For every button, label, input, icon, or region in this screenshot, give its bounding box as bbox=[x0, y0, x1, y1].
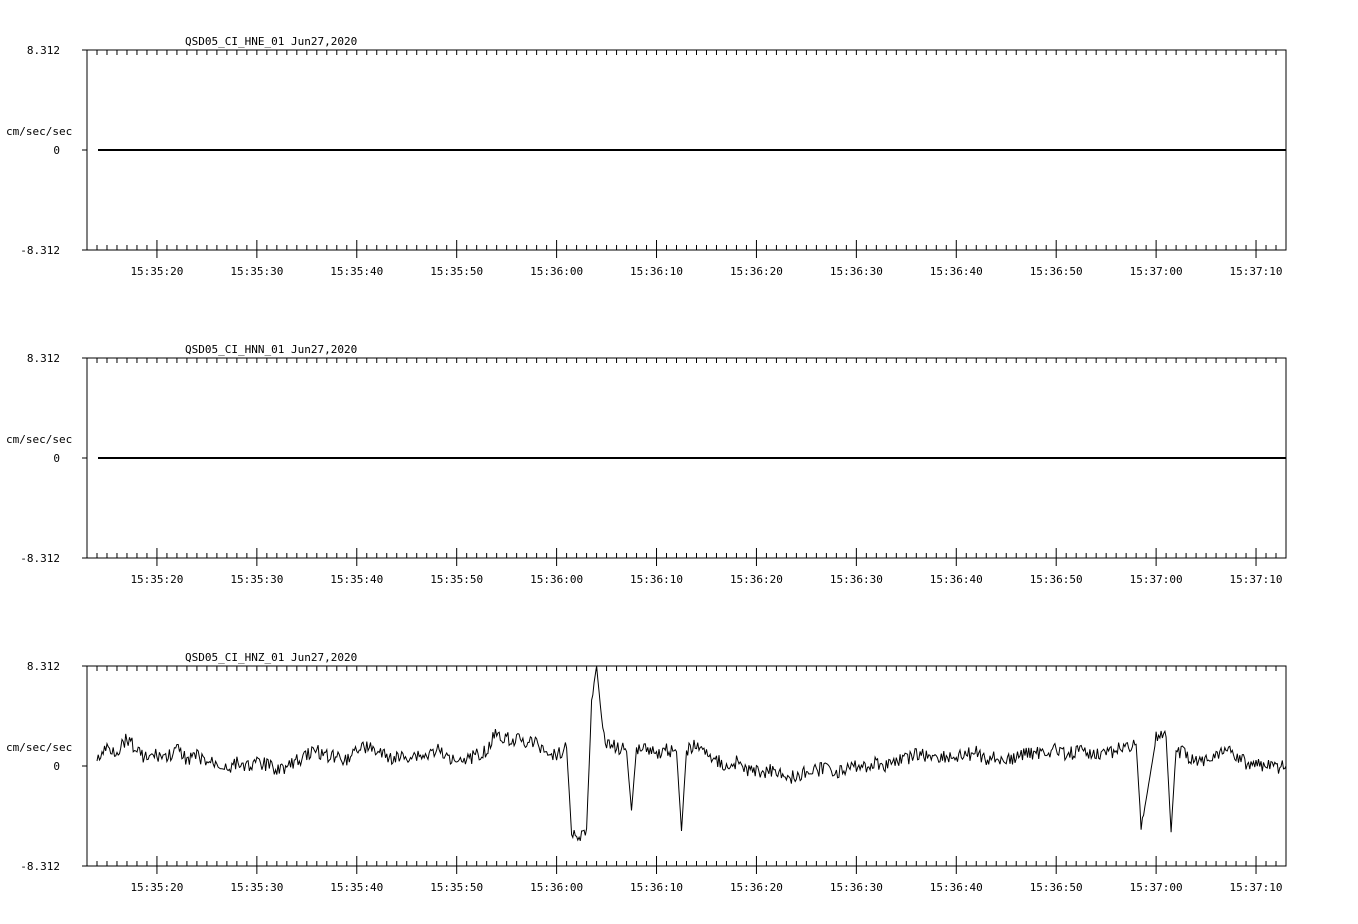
trace-panel-3 bbox=[6, 651, 1286, 894]
x-tick-label: 15:36:40 bbox=[929, 265, 983, 278]
y-axis-label: cm/sec/sec bbox=[6, 125, 73, 138]
x-tick-label: 15:36:00 bbox=[530, 573, 584, 586]
x-tick-label: 15:36:50 bbox=[1029, 265, 1083, 278]
x-tick-label: 15:35:50 bbox=[430, 573, 484, 586]
x-tick-label: 15:36:00 bbox=[530, 265, 584, 278]
y-tick-label: -8.312 bbox=[20, 860, 60, 873]
x-tick-label: 15:35:30 bbox=[230, 265, 284, 278]
x-tick-label: 15:35:20 bbox=[130, 265, 184, 278]
y-tick-label: -8.312 bbox=[20, 552, 60, 565]
y-axis-label: cm/sec/sec bbox=[6, 741, 73, 754]
x-tick-label: 15:37:10 bbox=[1229, 265, 1283, 278]
trace-title: QSD05_CI_HNE_01 Jun27,2020 bbox=[185, 35, 358, 48]
y-tick-label: -8.312 bbox=[20, 244, 60, 257]
x-tick-label: 15:36:20 bbox=[729, 265, 783, 278]
x-tick-label: 15:37:10 bbox=[1229, 881, 1283, 894]
x-tick-label: 15:35:20 bbox=[130, 573, 184, 586]
x-tick-label: 15:36:30 bbox=[829, 881, 883, 894]
trace-title: QSD05_CI_HNZ_01 Jun27,2020 bbox=[185, 651, 358, 664]
y-tick-label: 0 bbox=[53, 144, 60, 157]
x-tick-label: 15:37:00 bbox=[1129, 573, 1183, 586]
x-tick-label: 15:36:00 bbox=[530, 881, 584, 894]
x-tick-label: 15:35:30 bbox=[230, 573, 284, 586]
y-tick-label: 8.312 bbox=[26, 660, 60, 673]
x-tick-label: 15:35:40 bbox=[330, 881, 384, 894]
x-tick-label: 15:36:40 bbox=[929, 573, 983, 586]
x-tick-label: 15:36:10 bbox=[630, 881, 684, 894]
x-tick-label: 15:36:20 bbox=[729, 881, 783, 894]
x-tick-label: 15:35:40 bbox=[330, 265, 384, 278]
x-tick-label: 15:36:10 bbox=[630, 573, 684, 586]
x-tick-label: 15:35:30 bbox=[230, 881, 284, 894]
x-tick-label: 15:37:00 bbox=[1129, 881, 1183, 894]
y-axis-label: cm/sec/sec bbox=[6, 433, 73, 446]
y-tick-label: 8.312 bbox=[26, 352, 60, 365]
x-tick-label: 15:37:10 bbox=[1229, 573, 1283, 586]
x-tick-label: 15:35:40 bbox=[330, 573, 384, 586]
trace-panel-1 bbox=[6, 35, 1286, 278]
x-tick-label: 15:35:50 bbox=[430, 881, 484, 894]
x-tick-label: 15:37:00 bbox=[1129, 265, 1183, 278]
x-tick-label: 15:36:50 bbox=[1029, 881, 1083, 894]
x-tick-label: 15:36:50 bbox=[1029, 573, 1083, 586]
x-tick-label: 15:36:30 bbox=[829, 265, 883, 278]
trace-line bbox=[97, 666, 1286, 841]
y-tick-label: 0 bbox=[53, 452, 60, 465]
y-tick-label: 0 bbox=[53, 760, 60, 773]
x-tick-label: 15:35:50 bbox=[430, 265, 484, 278]
x-tick-label: 15:36:10 bbox=[630, 265, 684, 278]
x-tick-label: 15:35:20 bbox=[130, 881, 184, 894]
x-tick-label: 15:36:40 bbox=[929, 881, 983, 894]
trace-panel-2 bbox=[6, 343, 1286, 586]
x-tick-label: 15:36:30 bbox=[829, 573, 883, 586]
x-tick-label: 15:36:20 bbox=[729, 573, 783, 586]
plot-frame bbox=[87, 666, 1286, 866]
trace-title: QSD05_CI_HNN_01 Jun27,2020 bbox=[185, 343, 358, 356]
y-tick-label: 8.312 bbox=[26, 44, 60, 57]
